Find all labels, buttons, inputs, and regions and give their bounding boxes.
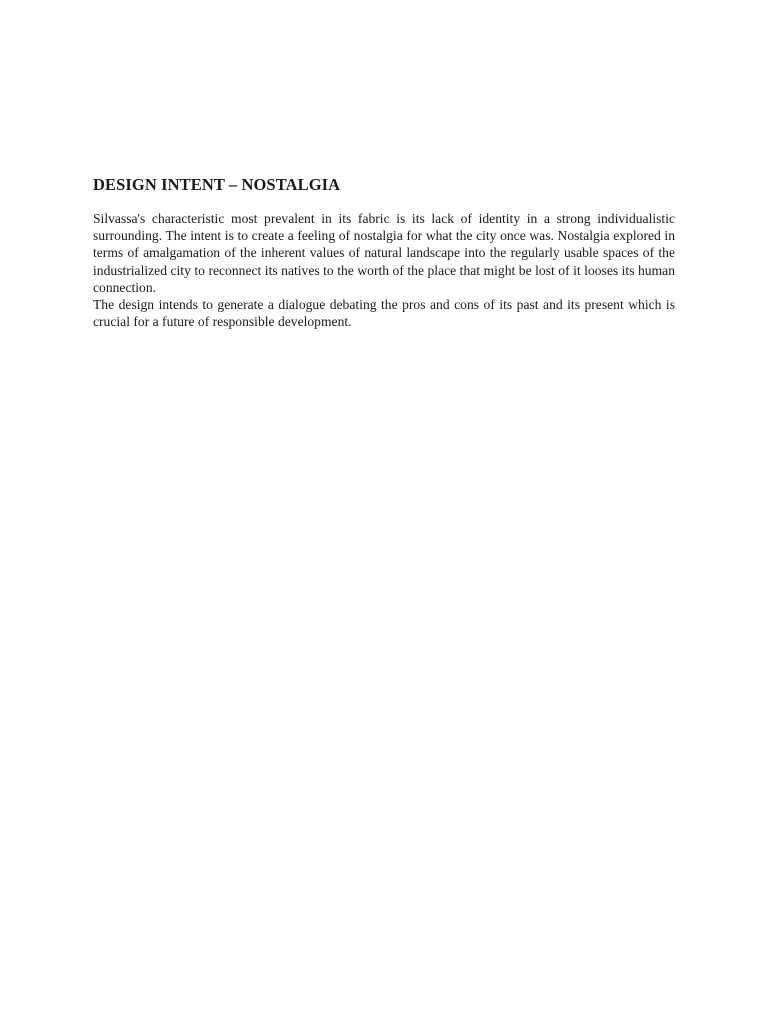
- document-body: [93, 174, 675, 330]
- section-heading: DESIGN INTENT – NOSTALGIA: [93, 175, 341, 194]
- paragraph-1: Silvassa's characteristic most prevalent in its fabric is its lack of identity in a strong individualistic surrounding. The intent is to create a feeling of nostalgia for what the city once was. Nostalgia explored in terms of amalgamation of the inherent values of natural landscape into the regularly usable spaces of the industrialized city to reconnect its natives to the worth of the place that might be lost of it looses its human connection.: [93, 211, 675, 295]
- paragraph-2: The design intends to generate a dialogue debating the pros and cons of its past and its present which is crucial for a future of responsible development.: [93, 297, 675, 330]
